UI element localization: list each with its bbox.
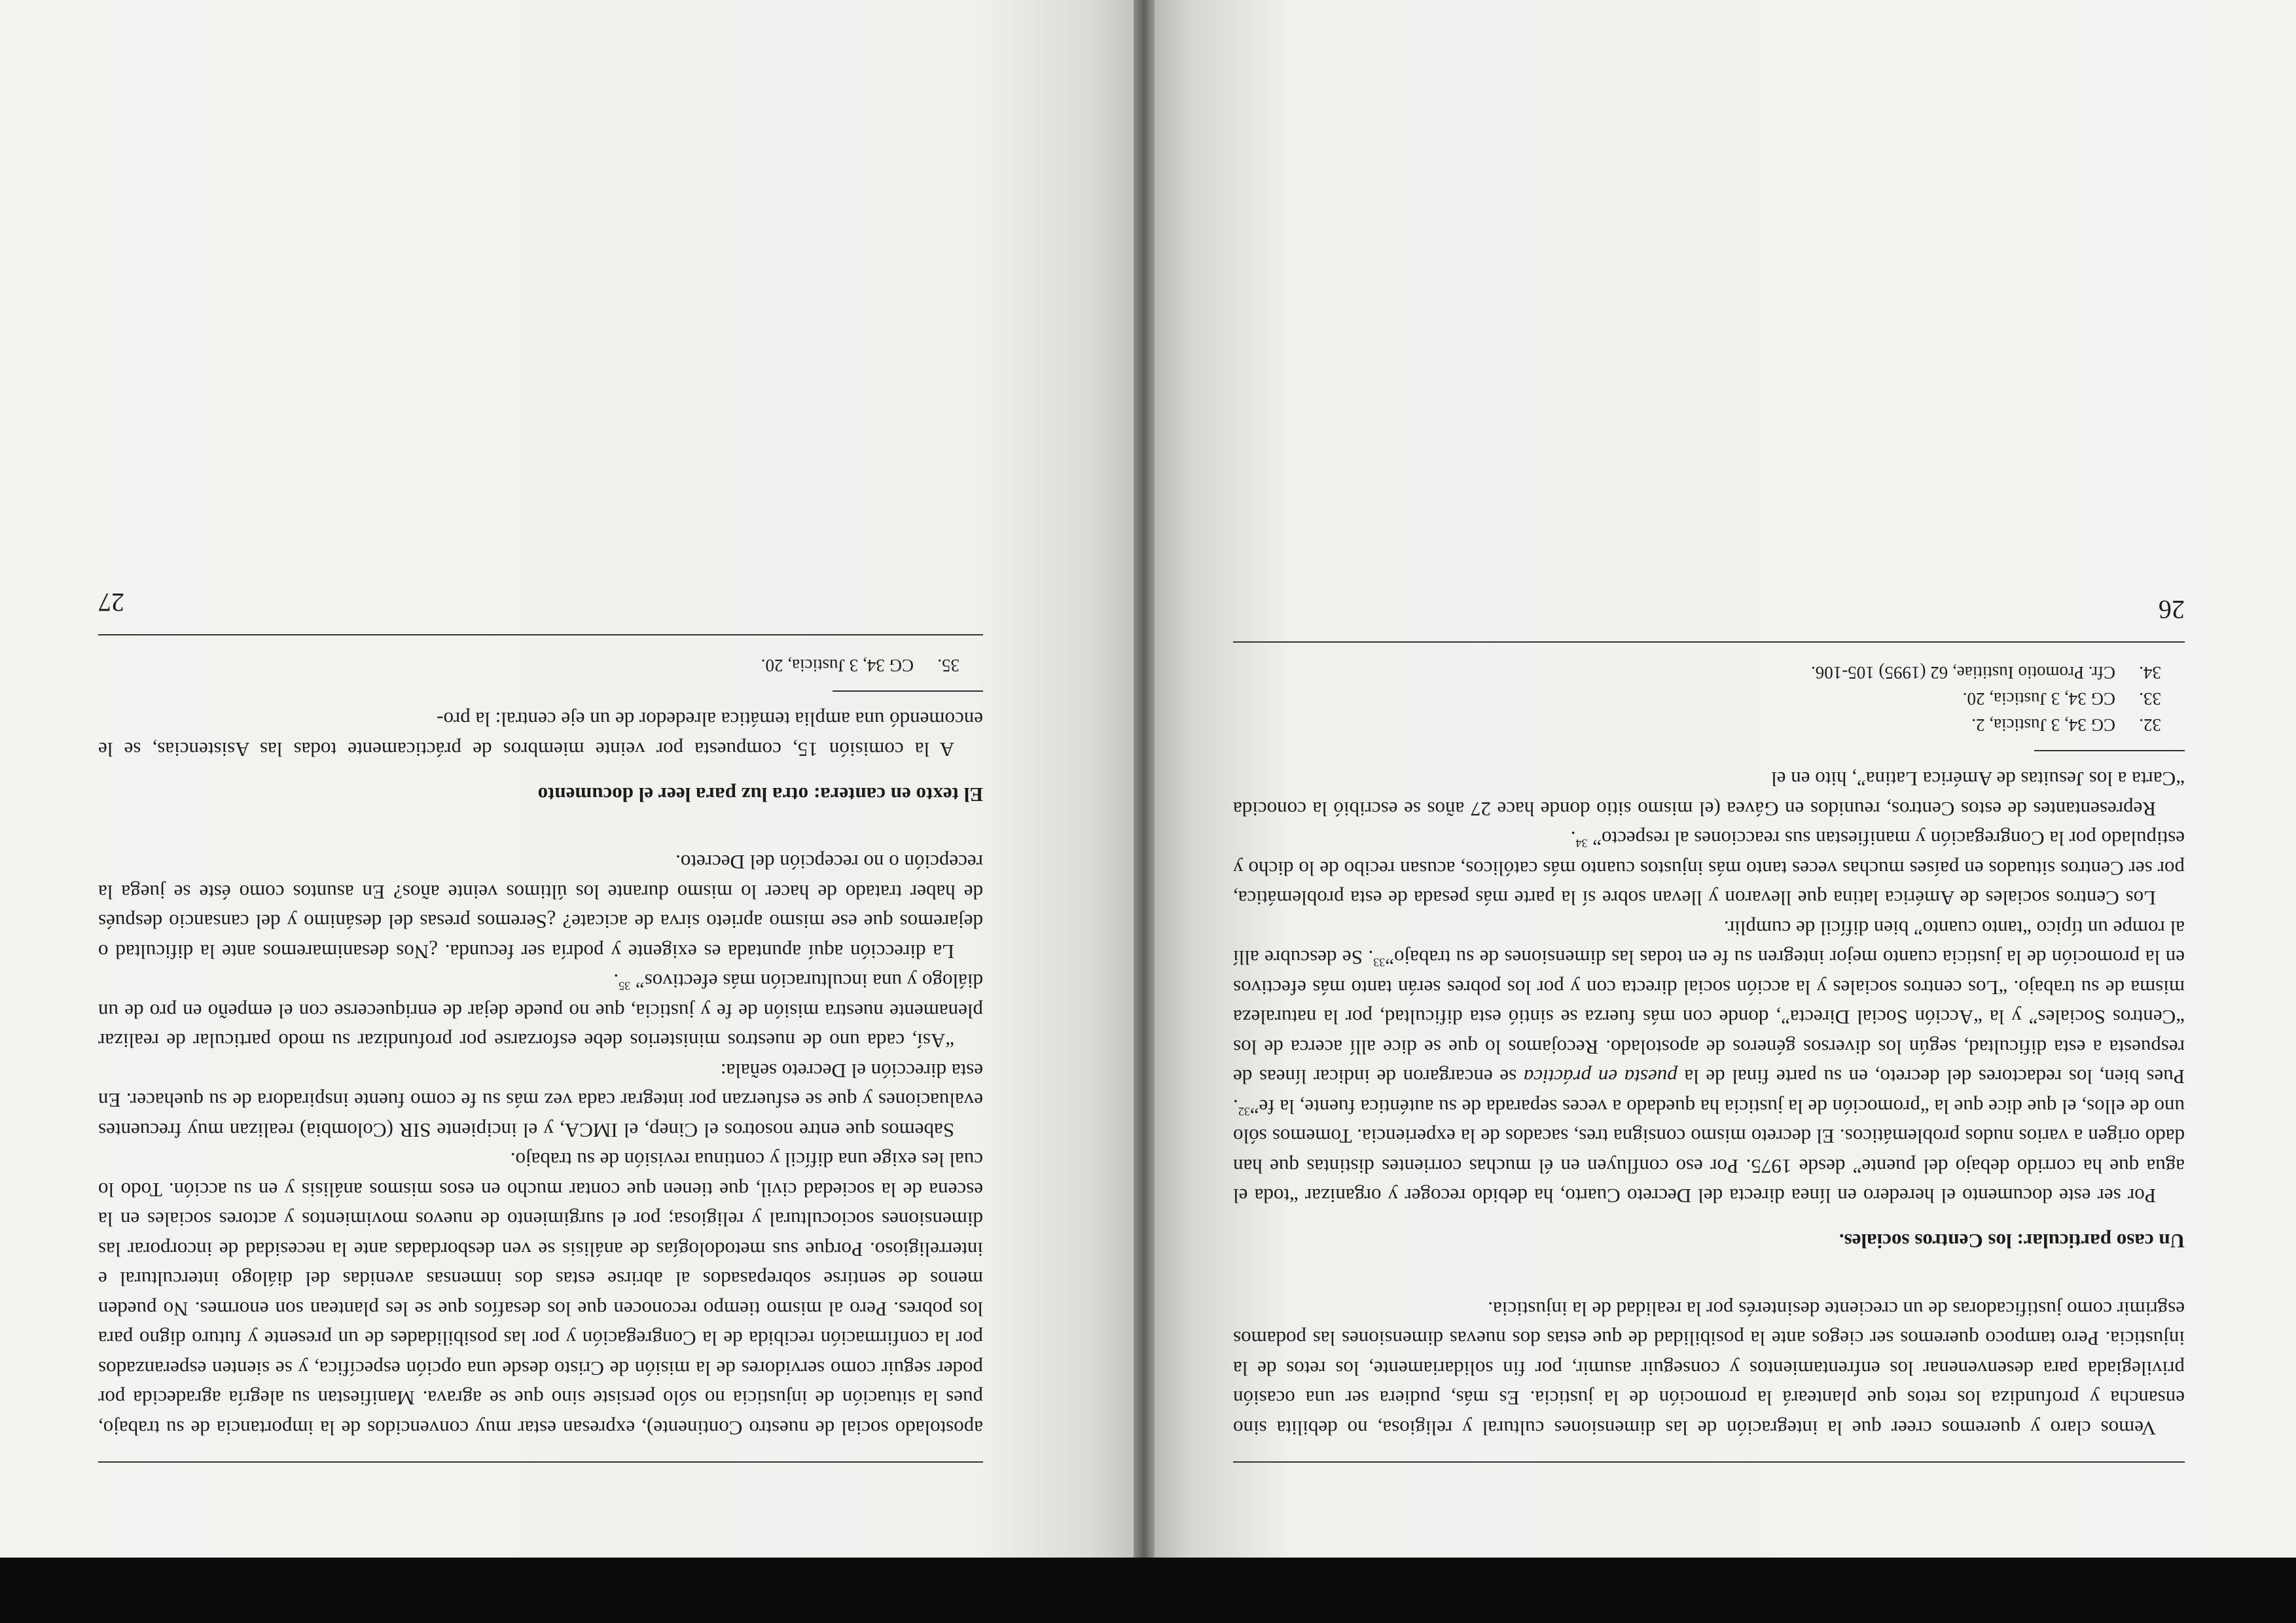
page-27-body bbox=[98, 705, 983, 1443]
paragraph: Representantes de estos Centros, reunidos en Gávea (el mismo sitio donde hace 27 años se escribió la conocida “Carta a los Jesuitas de América Latina”, hito en el bbox=[1233, 768, 2185, 821]
paragraph: Vemos claro y queremos creer que la integración de las dimensiones cultural y religiosa, no debilita sino ensancha y profundiza los retos que planteará la promoción de la justicia. Es más, pudiera ser una ocasión privilegiada para desenvenenar los enfrentamientos y conseguir asumir, por fin solidariamente, los retos de la injusticia. Pero tampoco queremos ser ciegos ante la posibilidad de que estas dos nuevas dimensiones las podamos esgrimir como justificadoras de un creciente desinterés por la realidad de la injusticia. bbox=[1233, 1298, 2185, 1440]
header-rule bbox=[1233, 1461, 2185, 1463]
footer-rule bbox=[98, 634, 983, 635]
paragraph: Los Centros sociales de América latina que llevaron y llevan sobre sí la parte más pesada de esta problemática, por ser Centros situados en países muchas veces tanto más injustos cuanto más católicos, acusan recibo de lo dicho y estipulado por la Congregación y manifiestan sus reacciones al respecto” $^{34}$. bbox=[1233, 827, 2185, 910]
footnote: 32.CG 34, 3 Justicia, 2. bbox=[1971, 715, 2161, 735]
footnote-ref: 33 bbox=[1373, 955, 1386, 969]
footnotes bbox=[98, 652, 983, 692]
page-27 bbox=[0, 0, 1134, 1558]
paragraph: Sabemos que entre nosotros el Cinep, el IMCA, y el incipiente SIR (Colombia) realizan muy frecuentes evaluaciones y que se esfuerzan por integrar cada vez más su fe como fuente inspiradora de su quehacer. En esta dirección el Decreto señala: bbox=[98, 1060, 983, 1142]
footnote-rule bbox=[833, 690, 983, 692]
footnote-ref: 32 bbox=[1238, 1105, 1250, 1118]
footer-rule bbox=[1233, 641, 2185, 643]
paragraph: La dirección aquí apuntada es exigente y podría ser fecunda. ¿Nos desanimaremos ante la dificultad o dejaremos que ese mismo aprieto sirva de acicate? ¿Seremos presas del desánimo y del cansancio después de haber tratado de hacer lo mismo durante los últimos veinte años? En asuntos como éste se juega la recepción o no recepción del Decreto. bbox=[98, 851, 983, 963]
footnotes bbox=[1233, 660, 2185, 751]
page-26 bbox=[1155, 0, 2296, 1558]
paragraph: apostolado social de nuestro Continente), expresan estar muy convencidos de la importancia de su trabajo, pues la situación de injusticia no sólo persiste sino que se agrava. Manifiestan su alegría agradecida por poder seguir como servidores de la misión de Cristo desde una opción específica, y se sienten esperanzados por la confirmación recibida de la Congregación y por las posibilidades de un presente y futuro digno para los pobres. Pero al mismo tiempo reconocen que los desafíos que se les plantean son enormes. No pueden menos de sentirse sobrepasados al abrirse estas dos inmensas avenidas del diálogo intercultural e interreligioso. Porque sus metodologías de análisis se ven desbordadas ante la necesidad de incorporar las dimensiones sociocultural y religiosa; por el surgimiento de nuevos movimientos y actores sociales en la escena de la sociedad civil, que tienen que contar mucho en esos mismos análisis y en su acción. Todo lo cual les exige una difícil y continua revisión de su trabajo. bbox=[98, 1149, 983, 1440]
page-26-body bbox=[1233, 764, 2185, 1443]
paragraph: A la comisión 15, compuesta por veinte miembros de prácticamente todas las Asistencias, se le encomendó una amplia temática alrededor de un eje central: la pro- bbox=[98, 708, 983, 761]
footnote: 35.CG 34, 3 Justicia, 20. bbox=[761, 656, 960, 675]
footnote-rule bbox=[2034, 750, 2185, 751]
footnote-ref: 35 bbox=[619, 979, 631, 993]
footnote-ref: 34 bbox=[1575, 836, 1588, 850]
section-heading: Un caso particular: los Centros sociales. bbox=[1839, 1230, 2185, 1253]
footnote: 34.Cfr. Promotio Iustitiae, 62 (1995) 105-106. bbox=[1811, 663, 2161, 683]
page-number: 26 bbox=[2159, 595, 2185, 624]
book-spine bbox=[1134, 0, 1155, 1558]
header-rule bbox=[98, 1461, 983, 1463]
paragraph: Por ser este documento el heredero en línea directa del Decreto Cuarto, ha debido recoger y organizar “toda el agua que ha corrido debajo del puente” desde 1975. Por eso confluyen en él muchas corrientes distintas que han dado origen a varios nudos problemáticos. El decreto mismo consigna tres, sacados de la experiencia. Tomemos sólo uno de ellos, el que dice que la “promoción de la justicia ha quedado a veces separada de su auténtica fuente, la fe”$^{32}$. Pues bien, los redactores del decreto, en su parte final de la puesta en práctica se encargaron de indicar líneas de respuesta a esta dificultad, según los diversos géneros de apostolado. Recojamos lo que se dice allí acerca de los “Centros Sociales” y la “Acción Social Directa”, donde con más fuerza se sintió esta dificultad, por la naturaleza misma de su trabajo. “Los centros sociales y la acción social directa con y por los pobres serán tanto más efectivos en la promoción de la justicia cuanto mejor integren su fe en todas las dimensiones de su trabajo”$^{33}$. Se descubre allí al rompe un típico “tanto cuanto” bien difícil de cumplir. bbox=[1233, 917, 2185, 1208]
footnote: 33.CG 34, 3 Justicia, 20. bbox=[1962, 689, 2161, 709]
section-heading: El texto en cantera: otra luz para leer el documento bbox=[537, 783, 983, 806]
page-number: 27 bbox=[98, 588, 124, 617]
block-quote: “Así, cada uno de nuestros ministerios debe esforzarse por profundizar su modo particular de realizar plenamente nuestra misión de fe y justicia, que no puede dejar de enriquecerse con el empeño en pro de un diálogo y una inculturación más efectivos” $^{35}$. bbox=[98, 970, 983, 1053]
